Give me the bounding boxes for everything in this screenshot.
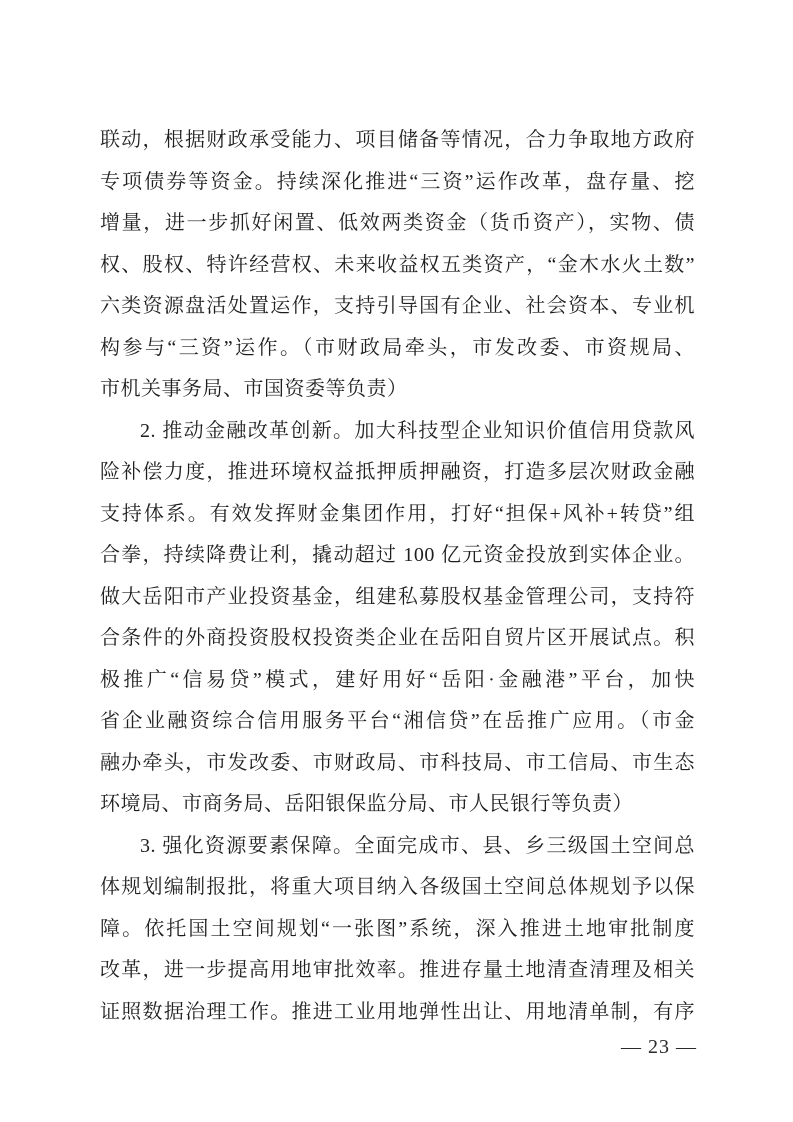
text-line: 障。依托国土空间规划“一张图”系统，深入推进土地审批制度 — [100, 917, 695, 940]
text-line: 融办牵头，市发改委、市财政局、市科技局、市工信局、市生态 — [100, 751, 695, 774]
text-line: 支持体系。有效发挥财金集团作用，打好“担保+风补+转贷”组 — [100, 502, 695, 525]
text-line: 险补偿力度，推进环境权益抵押质押融资，打造多层次财政金融 — [100, 461, 695, 483]
text-line: 专项债券等资金。持续深化推进“三资”运作改革，盘存量、挖 — [100, 170, 695, 193]
text-line: 六类资源盘活处置运作，支持引导国有企业、社会资本、专业机 — [100, 295, 695, 317]
text-line: 改革，进一步提高用地审批效率。推进存量土地清查清理及相关 — [100, 959, 695, 981]
text-line: 联动，根据财政承受能力、项目储备等情况，合力争取地方政府 — [100, 129, 695, 151]
text-line: 市机关事务局、市国资委等负责） — [100, 378, 408, 400]
text-line-paragraph-3-start: 3. 强化资源要素保障。全面完成市、县、乡三级国土空间总 — [140, 834, 695, 857]
text-line-paragraph-2-start: 2. 推动金融改革创新。加大科技型企业知识价值信用贷款风 — [140, 419, 695, 442]
text-line: 省企业融资综合信用服务平台“湘信贷”在岳推广应用。（市金 — [100, 710, 695, 732]
page-number: — 23 — — [621, 1036, 697, 1058]
text-line: 体规划编制报批，将重大项目纳入各级国土空间总体规划予以保 — [100, 876, 695, 898]
text-line: 合条件的外商投资股权投资类企业在岳阳自贸片区开展试点。积 — [100, 627, 695, 649]
text-line: 合拳，持续降费让利，撬动超过 100 亿元资金投放到实体企业。 — [100, 544, 695, 566]
text-line: 构参与“三资”运作。（市财政局牵头，市发改委、市资规局、 — [100, 336, 695, 359]
text-line: 增量，进一步抓好闲置、低效两类资金（货币资产），实物、债 — [100, 212, 695, 234]
text-line: 做大岳阳市产业投资基金，组建私募股权基金管理公司，支持符 — [100, 585, 695, 608]
text-line: 权、股权、特许经营权、未来收益权五类资产，“金木水火土数” — [100, 253, 695, 276]
text-line: 证照数据治理工作。推进工业用地弹性出让、用地清单制，有序 — [100, 1000, 695, 1023]
text-line: 极推广“信易贷”模式，建好用好“岳阳·金融港”平台，加快 — [100, 668, 695, 691]
text-line: 环境局、市商务局、岳阳银保监分局、市人民银行等负责） — [100, 793, 633, 815]
document-body — [100, 120, 695, 1033]
